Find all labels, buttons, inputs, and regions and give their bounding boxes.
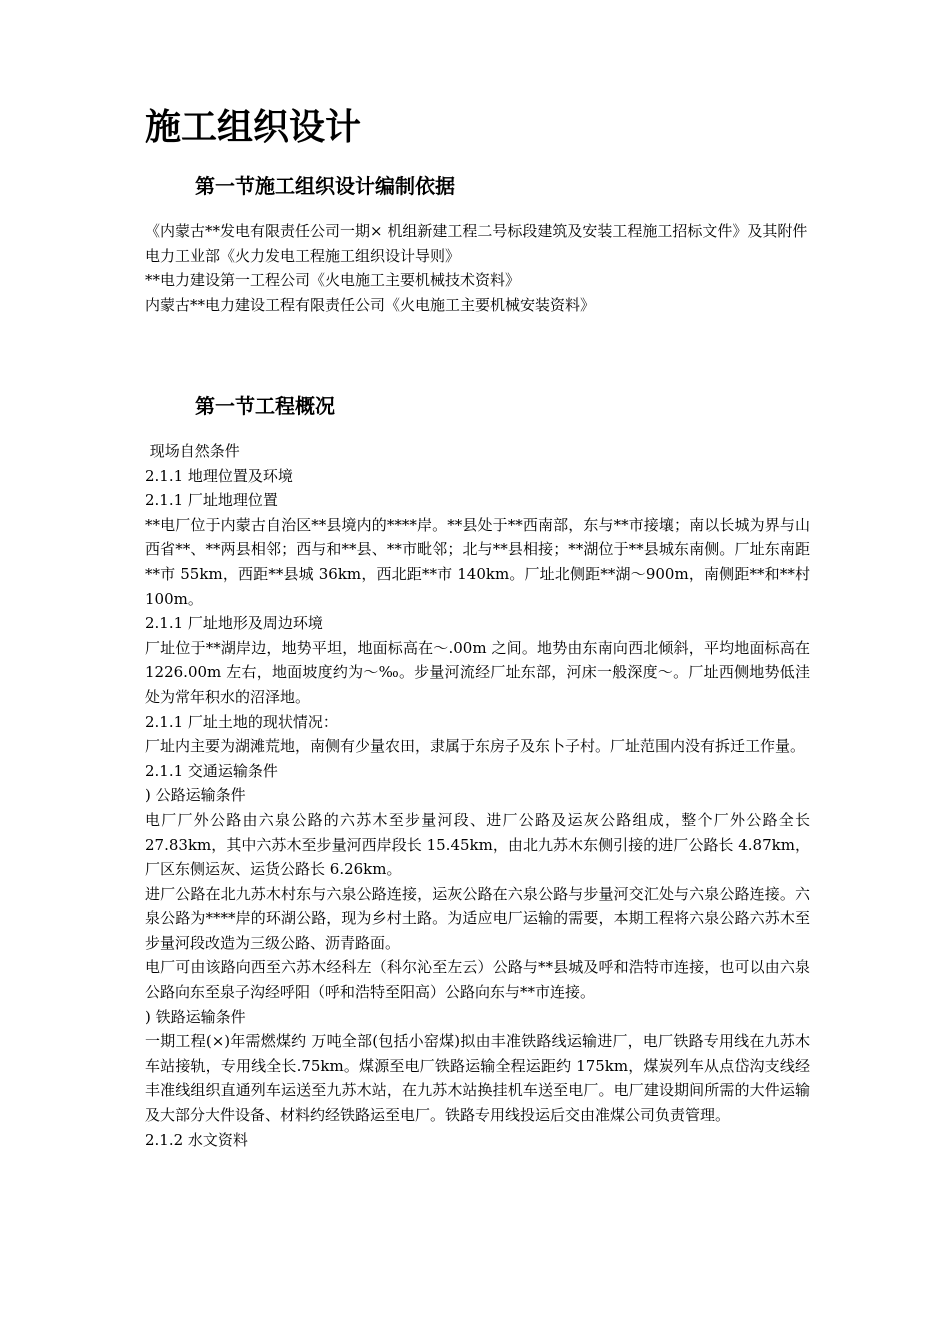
body-paragraph: 厂址位于**湖岸边，地势平坦，地面标高在～.00m 之间。地势由东南向西北倾斜，平均地面标高在 1226.00m 左右，地面坡度约为～‰。步量河流经厂址东部，河床一般深度～。厂址西侧地势低洼处为常年积水的沼泽地。 <box>145 638 810 706</box>
body-paragraph: 电厂厂外公路由六泉公路的六苏木至步量河段、进厂公路及运灰公路组成，整个厂外公路全长 27.83km，其中六苏木至步量河西岸段长 15.45km，由北九苏木东侧引接的进厂公路长 4.87km，厂区东侧运灰、运货公路长 6.26km。 <box>145 810 810 879</box>
document-title: 施工组织设计 <box>145 106 362 148</box>
body-paragraph: 电厂可由该路向西至六苏木经科左（科尔沁至左云）公路与**县城及呼和浩特市连接，也可以由六泉公路向东至泉子沟经呼阳（呼和浩特至阳高）公路向东与**市连接。 <box>145 958 810 1002</box>
subsection-label: 2.1.1 地理位置及环境 <box>145 466 293 485</box>
overview-body <box>145 439 810 1152</box>
reference-item: **电力建设第一工程公司《火电施工主要机械技术资料》 <box>145 271 521 290</box>
reference-item: 《内蒙古**发电有限责任公司一期× 机组新建工程二号标段建筑及安装工程施工招标文件》及其附件 <box>145 222 808 240</box>
subsection-label: 2.1.1 厂址土地的现状情况： <box>145 712 338 731</box>
body-paragraph: 一期工程(×)年需燃煤约 万吨全部(包括小窑煤)拟由丰准铁路线运输进厂，电厂铁路专用线在九苏木车站接轨，专用线全长.75km。煤源至电厂铁路运输全程运距约 175km，煤炭列车从点岱沟支线经丰准线组织直通列车运送至九苏木站，在九苏木站换挂机车送至电厂。电厂建设期间所需的大件运输及大部分大件设备、材料约经铁路运至电厂。铁路专用线投运后交由准煤公司负责管理。 <box>145 1032 810 1125</box>
subsection-label: 2.1.1 厂址地形及周边环境 <box>145 614 323 633</box>
reference-item: 电力工业部《火力发电工程施工组织设计导则》 <box>145 246 461 265</box>
subsection-label: 2.1.1 厂址地理位置 <box>145 491 278 510</box>
section-heading-overview: 第一节工程概况 <box>195 394 335 418</box>
body-paragraph: 厂址内主要为湖滩荒地，南侧有少量农田，隶属于东房子及东卜子村。厂址范围内没有拆迁工作量。 <box>145 737 806 756</box>
reference-list <box>145 219 810 317</box>
section-heading-basis: 第一节施工组织设计编制依据 <box>195 174 455 198</box>
body-paragraph: **电厂位于内蒙古自治区**县境内的****岸。**县处于**西南部，东与**市接壤；南以长城为界与山西省**、**两县相邻；西与和**县、**市毗邻；北与**县相接；**湖位于**县城东南侧。厂址东南距**市 55km，西距**县城 36km，西北距**市 140km。厂址北侧距**湖～900m，南侧距**和**村 100m。 <box>145 515 810 608</box>
reference-item: 内蒙古**电力建设工程有限责任公司《火电施工主要机械安装资料》 <box>145 295 596 314</box>
subsection-label: ) 铁路运输条件 <box>145 1007 246 1026</box>
subsection-label: 2.1.1 交通运输条件 <box>145 761 278 780</box>
subsection-label: 现场自然条件 <box>145 442 240 460</box>
subsection-label: ) 公路运输条件 <box>145 786 246 805</box>
subsection-label: 2.1.2 水文资料 <box>145 1130 248 1149</box>
body-paragraph: 进厂公路在北九苏木村东与六泉公路连接，运灰公路在六泉公路与步量河交汇处与六泉公路连接。六泉公路为****岸的环湖公路，现为乡村土路。为适应电厂运输的需要，本期工程将六泉公路六苏木至步量河段改造为三级公路、沥青路面。 <box>145 884 810 952</box>
